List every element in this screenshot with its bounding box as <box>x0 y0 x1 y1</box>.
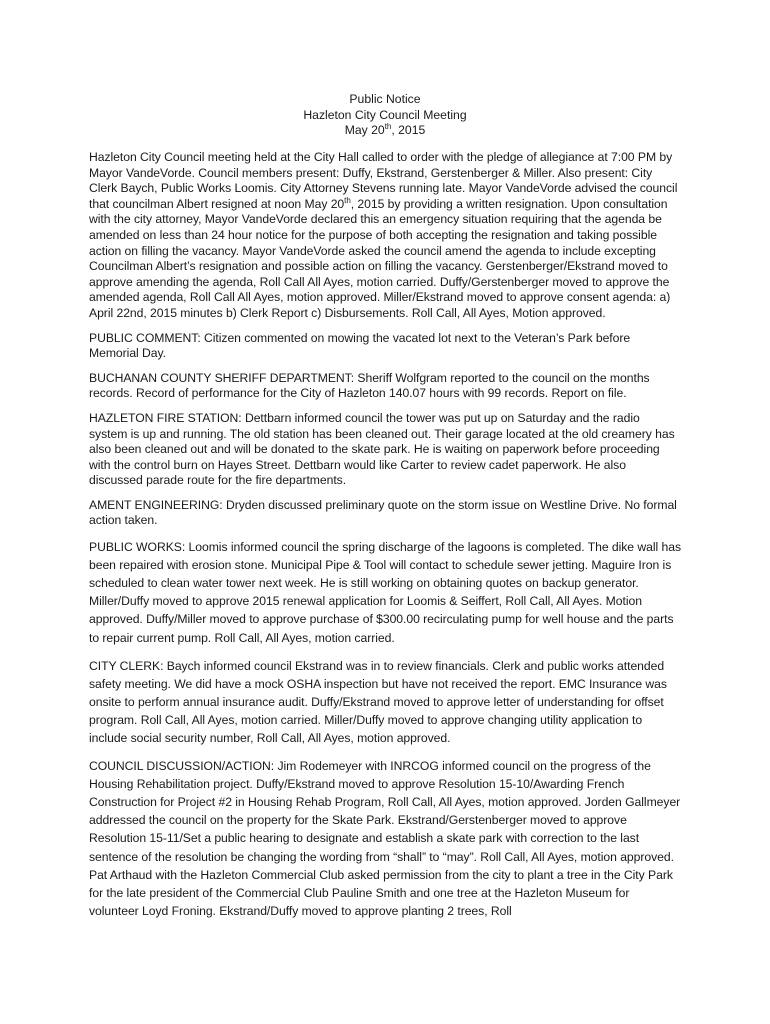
paragraph-call-to-order-text-2: , 2015 by providing a written resignation. Upon consultation with the city attorney, Mayor VandeVorde declared this an emergency situation requiring that the agenda be amended on less than 24 hour notice for the purpose of both accepting the resignation and taking possible action on filling the vacancy. Mayor VandeVorde asked the council amend the agenda to include excepting Councilman Albert’s resignation and possible action on filling the vacancy. Gerstenberger/Ekstrand moved to approve amending the agenda, Roll Call All Ayes, motion carried. Duffy/Gerstenberger moved to approve the amended agenda, Roll Call All Ayes, motion approved. Miller/Ekstrand moved to approve consent agenda: a) April 22nd, 2015 minutes b) Clerk Report c) Disbursements. Roll Call, All Ayes, Motion approved. <box>89 196 671 320</box>
paragraph-public-works: PUBLIC WORKS: Loomis informed council the spring discharge of the lagoons is completed. The dike wall has been repaired with erosion stone. Municipal Pipe & Tool will contact to schedule sewer jetting. Maguire Iron is scheduled to clean water tower next week. He is still working on obtaining quotes on backup generator. Miller/Duffy moved to approve 2015 renewal application for Loomis & Seiffert, Roll Call, All Ayes. Motion approved. Duffy/Miller moved to approve purchase of $300.00 recirculating pump for well house and the parts to repair current pump. Roll Call, All Ayes, motion carried. <box>89 540 682 645</box>
paragraph-call-to-order-suffix: th <box>344 195 351 205</box>
minutes-body <box>89 150 681 930</box>
paragraph-sheriff-department: BUCHANAN COUNTY SHERIFF DEPARTMENT: Sheriff Wolfgram reported to the council on the months records. Record of performance for the City of Hazleton 140.07 hours with 99 records. Report on file. <box>89 370 650 401</box>
header-date-suffix: th <box>384 122 392 132</box>
header-date-main: May 20 <box>344 123 385 138</box>
paragraph-council-discussion: COUNCIL DISCUSSION/ACTION: Jim Rodemeyer with INRCOG informed council on the progress of the Housing Rehabilitation project. Duffy/Ekstrand moved to approve Resolution 15-10/Awarding French Construction for Project #2 in Housing Rehab Program, Roll Call, All Ayes, motion approved. Jorden Gallmeyer addressed the council on the property for the Skate Park. Ekstrand/Gerstenberger moved to approve Resolution 15-11/Set a public hearing to designate and establish a skate park with correction to the last sentence of the resolution be changing the wording from “shall” to “may”. Roll Call, All Ayes, motion approved. Pat Arthaud with the Hazleton Commercial Club asked permission from the city to plant a tree in the City Park for the late president of the Commercial Club Pauline Smith and one tree at the Hazleton Museum for volunteer Loyd Froning. Ekstrand/Duffy moved to approve planting 2 trees, Roll <box>89 759 681 918</box>
paragraph-public-comment: PUBLIC COMMENT: Citizen commented on mowing the vacated lot next to the Veteran’s Park before Memorial Day. <box>89 330 631 361</box>
paragraph-fire-station: HAZLETON FIRE STATION: Dettbarn informed council the tower was put up on Saturday and the radio system is up and running. The old station has been cleaned out. Their garage located at the old creamery has also been cleaned out and will be donated to the skate park. He is waiting on paperwork before proceeding with the control burn on Hayes Street. Dettbarn would like Carter to review cadet paperwork. He also discussed parade route for the fire departments. <box>89 410 675 488</box>
paragraph-city-clerk: CITY CLERK: Baych informed council Ekstrand was in to review financials. Clerk and public works attended safety meeting. We did have a mock OSHA inspection but have not received the report. EMC Insurance was onsite to perform annual insurance audit. Duffy/Ekstrand moved to approve letter of understanding for offset program. Roll Call, All Ayes, motion carried. Miller/Duffy moved to approve changing utility application to include social security number, Roll Call, All Ayes, motion approved. <box>89 658 667 745</box>
header-date-year: , 2015 <box>391 123 426 138</box>
header-title: Public Notice <box>349 92 421 106</box>
header-date <box>0 123 770 139</box>
notice-header <box>0 92 770 139</box>
paragraph-call-to-order-text-1: Hazleton City Council meeting held at the City Hall called to order with the pledge of allegiance at 7:00 PM by Mayor VandeVorde. Council members present: Duffy, Ekstrand, Gerstenberger & Miller. Also present: City Clerk Baych, Public Works Loomis. City Attorney Stevens running late. Mayor VandeVorde advised the council that councilman Albert resigned at noon May 20 <box>89 150 678 211</box>
header-meeting-name: Hazleton City Council Meeting <box>303 107 467 122</box>
paragraph-ament-engineering: AMENT ENGINEERING: Dryden discussed preliminary quote on the storm issue on Westline Drive. No formal action taken. <box>89 497 677 528</box>
paragraph-call-to-order <box>89 150 681 322</box>
